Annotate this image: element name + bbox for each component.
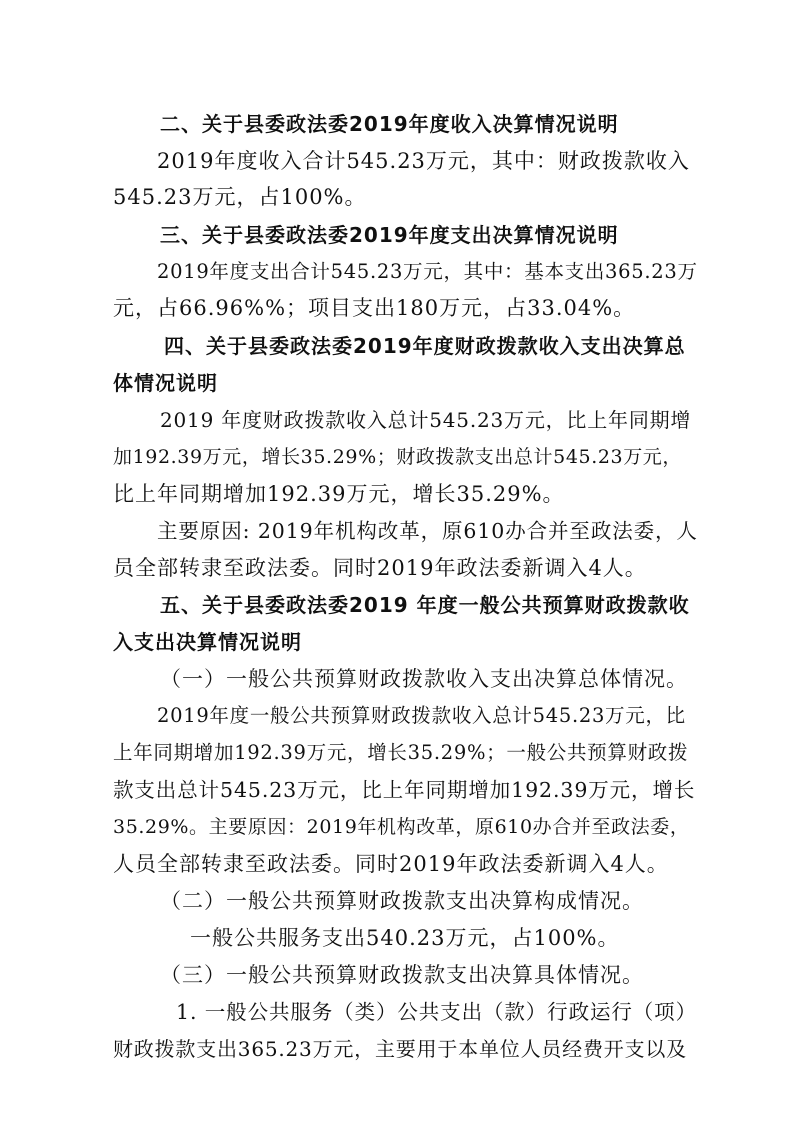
paragraph-line: 上年同期增加192.39万元，增长35.29%；一般公共预算财政拨 bbox=[113, 741, 689, 764]
paragraph-line: 主要原因: 2019年机构改革，原610办合并至政法委，人 bbox=[157, 519, 698, 543]
paragraph-line: 人员全部转隶至政法委。同时2019年政法委新调入4人。 bbox=[113, 852, 669, 876]
paragraph-line: 2019 年度财政拨款收入总计545.23万元，比上年同期增 bbox=[160, 408, 692, 432]
section-heading-5-cont: 入支出决算情况说明 bbox=[113, 630, 302, 654]
section-heading-4-cont: 体情况说明 bbox=[113, 371, 218, 395]
paragraph-line: 一般公共服务支出540.23万元，占100%。 bbox=[190, 926, 620, 950]
paragraph-line: 2019年度一般公共预算财政拨款收入总计545.23万元，比 bbox=[157, 704, 686, 727]
section-heading-4: 四、关于县委政法委2019年度财政拨款收入支出决算总 bbox=[164, 334, 686, 358]
paragraph-line: 加192.39万元，增长35.29%；财政拨款支出总计545.23万元， bbox=[113, 446, 683, 468]
section-heading-5: 五、关于县委政法委2019 年度一般公共预算财政拨款收 bbox=[160, 593, 690, 617]
paragraph-line: 款支出总计545.23万元，比上年同期增加192.39万元，增长 bbox=[113, 778, 696, 802]
paragraph-line: 财政拨款支出365.23万元，主要用于本单位人员经费开支以及 bbox=[113, 1037, 687, 1061]
paragraph-line: 35.29%。主要原因：2019年机构改革，原610办合并至政法委， bbox=[113, 816, 690, 838]
paragraph-line: 员全部转隶至政法委。同时2019年政法委新调入4人。 bbox=[113, 556, 647, 580]
paragraph-line: 2019年度支出合计545.23万元，其中：基本支出365.23万 bbox=[157, 260, 698, 283]
subsection-heading-2: （二）一般公共预算财政拨款支出决算构成情况。 bbox=[160, 889, 644, 913]
paragraph-line: 545.23万元，占100%。 bbox=[113, 185, 367, 209]
paragraph-line: 2019年度收入合计545.23万元，其中：财政拨款收入 bbox=[157, 149, 690, 173]
section-heading-3: 三、关于县委政法委2019年度支出决算情况说明 bbox=[160, 223, 619, 247]
paragraph-line: 比上年同期增加192.39万元，增长35.29%。 bbox=[113, 482, 565, 506]
section-heading-2: 二、关于县委政法委2019年度收入决算情况说明 bbox=[160, 112, 619, 136]
subsection-heading-3: （三）一般公共预算财政拨款支出决算具体情况。 bbox=[160, 963, 644, 987]
subsection-heading-1: （一）一般公共预算财政拨款收入支出决算总体情况。 bbox=[160, 667, 688, 691]
paragraph-line: 元，占66.96%%；项目支出180万元，占33.04%。 bbox=[113, 296, 636, 320]
paragraph-line: 1. 一般公共服务（类）公共支出（款）行政运行（项） bbox=[176, 1000, 697, 1024]
